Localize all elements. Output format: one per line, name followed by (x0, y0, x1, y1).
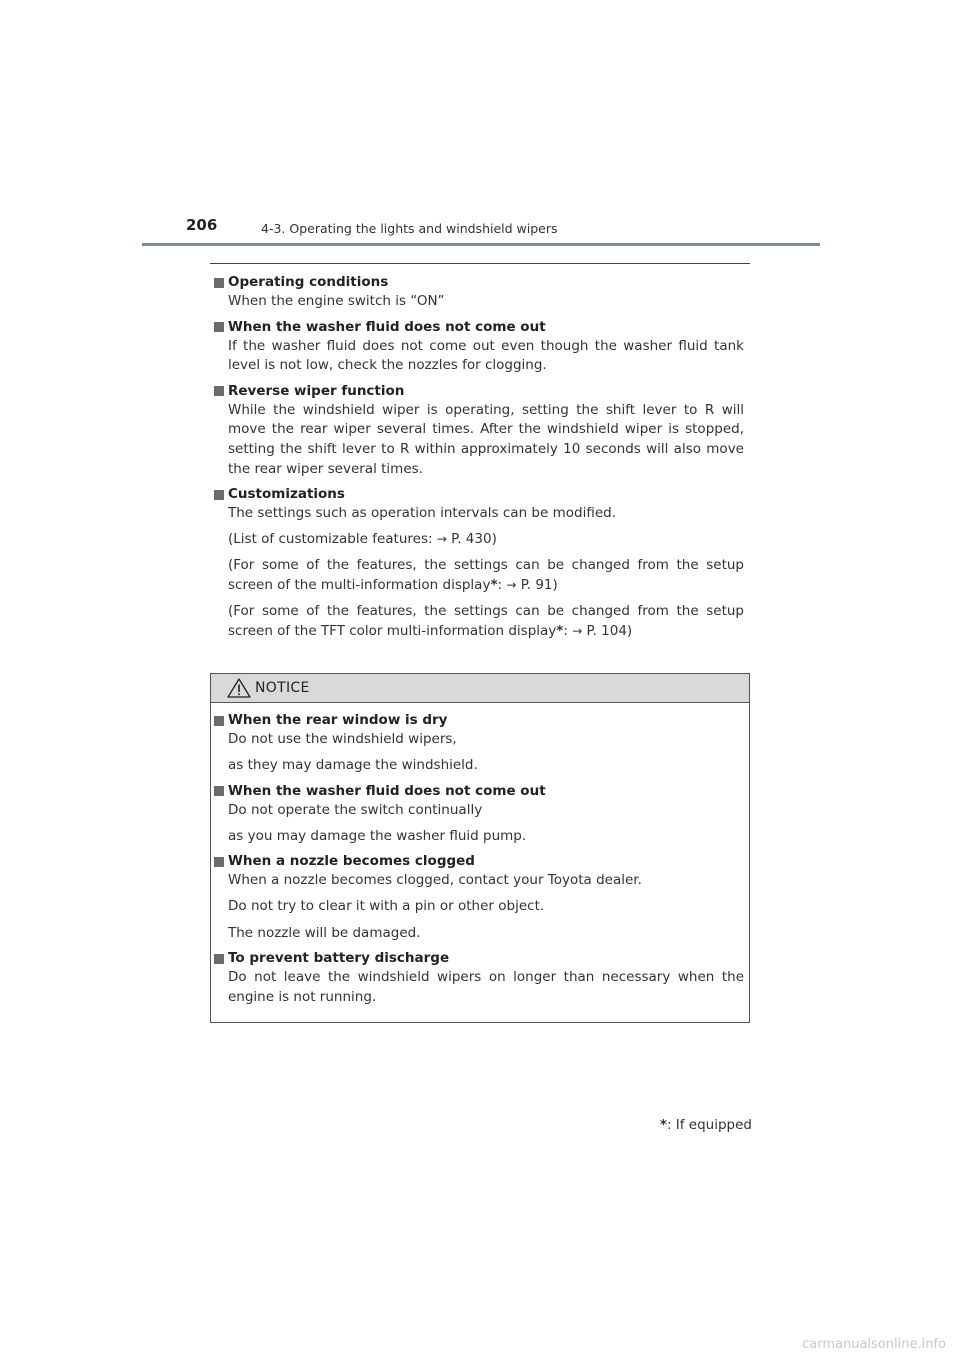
section-title: When a nozzle becomes clogged (210, 852, 744, 871)
paragraph: When a nozzle becomes clogged, contact your Toyota dealer. (228, 872, 642, 889)
warning-triangle-icon (227, 678, 251, 698)
notice-item-rear-window-dry (210, 711, 744, 776)
paragraph: Do not try to clear it with a pin or other object. (228, 898, 545, 915)
section-title: Reverse wiper function (210, 382, 744, 401)
section-operating-conditions (210, 273, 744, 312)
notice-label: NOTICE (255, 680, 310, 696)
square-bullet-icon (214, 954, 224, 964)
content-top-rule (210, 263, 750, 264)
paragraph: The nozzle will be damaged. (228, 924, 421, 941)
section-title: When the rear window is dry (210, 711, 744, 730)
asterisk-mark: * (556, 622, 564, 639)
paragraph: as they may damage the windshield. (228, 757, 478, 774)
main-content (210, 273, 744, 647)
square-bullet-icon (214, 716, 224, 726)
section-title: When the washer fluid does not come out (210, 782, 744, 801)
page-number: 206 (186, 216, 218, 234)
square-bullet-icon (214, 857, 224, 867)
paragraph: Do not operate the switch continually (228, 801, 483, 818)
paragraph: While the windshield wiper is operating, setting the shift lever to R will move the rear wiper several times. After the windshield wiper is stopped, setting the shift lever to R within approximately 10 seconds will also move the rear wiper several times. (228, 401, 744, 477)
asterisk-mark: * (490, 576, 498, 593)
section-customizations (210, 485, 744, 641)
square-bullet-icon (214, 786, 224, 796)
page-reference: (For some of the features, the settings can be changed from the setup screen of the multi-information display*: → P. 91) (228, 557, 744, 593)
notice-item-washer-fluid (210, 782, 744, 847)
asterisk-mark: * (659, 1117, 667, 1133)
arrow-right-icon: → (436, 532, 447, 547)
page-link[interactable]: P. 91) (516, 576, 558, 593)
page-link[interactable]: P. 430) (446, 531, 497, 548)
arrow-right-icon: → (572, 623, 583, 638)
page-reference: (For some of the features, the settings can be changed from the setup screen of the TFT color multi-information display*: → P. 104) (228, 603, 744, 639)
notice-item-battery-discharge (210, 949, 744, 1007)
paragraph: If the washer fluid does not come out even though the washer fluid tank level is not low, check the nozzles for clogging. (228, 337, 744, 374)
paragraph: as you may damage the washer fluid pump. (228, 827, 527, 844)
arrow-right-icon: → (506, 577, 517, 592)
watermark: carmanualsonline.info (802, 1337, 946, 1352)
square-bullet-icon (214, 322, 224, 332)
paragraph: Do not leave the windshield wipers on longer than necessary when the engine is not running. (228, 969, 744, 1005)
square-bullet-icon (214, 386, 224, 396)
paragraph: Do not use the windshield wipers, (228, 731, 457, 747)
section-title: Customizations (210, 485, 744, 504)
notice-item-nozzle-clogged (210, 852, 744, 943)
header-rule (142, 243, 820, 246)
section-header-title: 4-3. Operating the lights and windshield wipers (261, 221, 558, 236)
notice-body (210, 711, 744, 1013)
paragraph: When the engine switch is “ON” (228, 293, 445, 309)
notice-header (211, 674, 749, 703)
square-bullet-icon (214, 278, 224, 288)
page-reference: (List of customizable features: → P. 430) (228, 531, 497, 548)
section-title: Operating conditions (210, 273, 744, 292)
paragraph: The settings such as operation intervals can be modified. (228, 505, 616, 522)
footnote: *: If equipped (659, 1117, 752, 1133)
section-title: To prevent battery discharge (210, 949, 744, 968)
square-bullet-icon (214, 490, 224, 500)
section-washer-fluid (210, 318, 744, 376)
page-link[interactable]: P. 104) (582, 622, 633, 639)
section-title: When the washer fluid does not come out (210, 318, 744, 337)
section-reverse-wiper (210, 382, 744, 479)
